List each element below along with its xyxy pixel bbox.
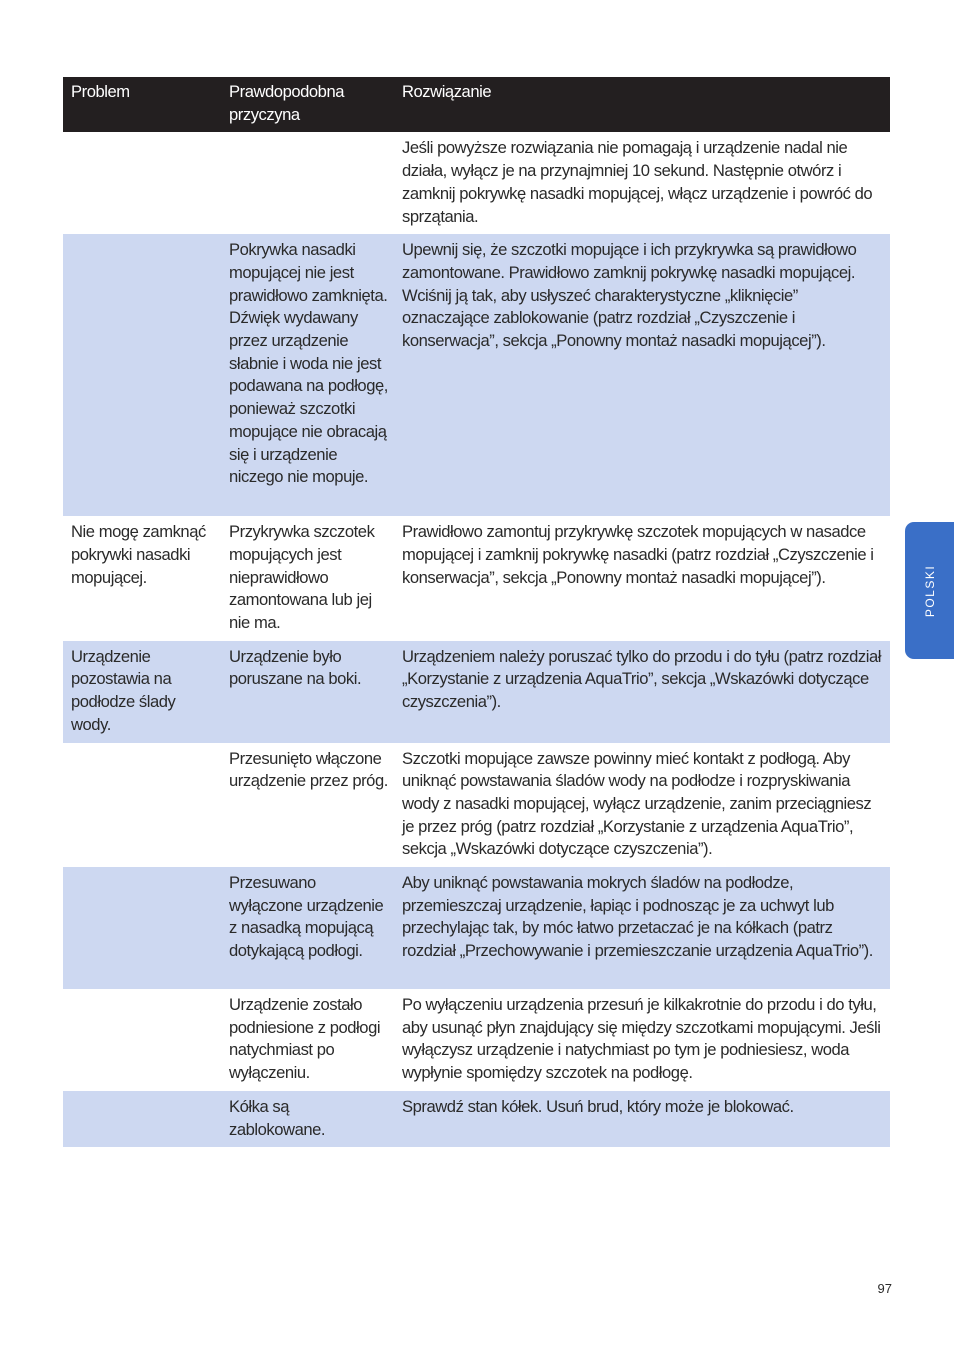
table-row	[63, 989, 890, 1091]
cell-solution: Jeśli powyższe rozwiązania nie pomagają i urządzenie nadal nie działa, wyłącz je na przynajmniej 10 sekund. Następnie otwórz i zamknij pokrywkę nasadki mopującej, włącz urządzenie i powróć do sprzątania.	[395, 132, 890, 234]
table-row	[63, 743, 890, 868]
cell-solution: Po wyłączeniu urządzenia przesuń je kilkakrotnie do przodu i do tyłu, aby usunąć płyn znajdujący się między szczotkami mopującymi. Jeśli wyłączysz urządzenie i natychmiast po tym je podniesiesz, woda wypłynie spomiędzy szczotek na podłogę.	[395, 989, 890, 1091]
page-number: 97	[877, 1281, 892, 1296]
cell-solution: Prawidłowo zamontuj przykrywkę szczotek mopujących w nasadce mopującej i zamknij pokrywkę nasadki (patrz rozdział „Czyszczenie i konserwacja”, sekcja „Ponowny montaż nasadki mopującej”).	[395, 516, 890, 641]
cell-cause	[221, 132, 395, 234]
cell-problem: Nie mogę zamknąć pokrywki nasadki mopującej.	[63, 516, 221, 641]
cell-problem	[63, 989, 221, 1091]
cell-problem	[63, 132, 221, 234]
table-row	[63, 132, 890, 234]
language-tab	[905, 522, 954, 659]
cell-problem	[63, 1091, 221, 1147]
table-row	[63, 516, 890, 641]
header-cause: Prawdopodobna przyczyna	[221, 77, 395, 132]
header-problem: Problem	[63, 77, 221, 132]
language-tab-label: POLSKI	[922, 564, 937, 617]
cell-problem	[63, 234, 221, 516]
cell-cause: Przykrywka szczotek mopujących jest nieprawidłowo zamontowana lub jej nie ma.	[221, 516, 395, 641]
cell-cause: Urządzenie było poruszane na boki.	[221, 641, 395, 743]
table-row	[63, 867, 890, 989]
cell-cause: Przesuwano wyłączone urządzenie z nasadką mopującą dotykającą podłogi.	[221, 867, 395, 989]
cell-solution: Upewnij się, że szczotki mopujące i ich przykrywka są prawidłowo zamontowane. Prawidłowo zamknij pokrywkę nasadki mopującej. Wciśnij ją tak, aby usłyszeć charakterystyczne „kliknięcie” oznaczające zablokowanie (patrz rozdział „Czyszczenie i konserwacja”, sekcja „Ponowny montaż nasadki mopującej”).	[395, 234, 890, 516]
cell-cause: Urządzenie zostało podniesione z podłogi natychmiast po wyłączeniu.	[221, 989, 395, 1091]
cell-cause: Pokrywka nasadki mopującej nie jest prawidłowo zamknięta. Dźwięk wydawany przez urządzenie słabnie i woda nie jest podawana na podłogę, ponieważ szczotki mopujące nie obracają się i urządzenie niczego nie mopuje.	[221, 234, 395, 516]
cell-cause: Przesunięto włączone urządzenie przez próg.	[221, 743, 395, 868]
troubleshooting-table	[63, 77, 890, 1147]
cell-problem	[63, 867, 221, 989]
cell-solution: Aby uniknąć powstawania mokrych śladów na podłodze, przemieszczaj urządzenie, łapiąc i podnosząc je za uchwyt lub przechylając tak, by móc łatwo przetaczać je na kółkach (patrz rozdział „Przechowywanie i przemieszczanie urządzenia AquaTrio”).	[395, 867, 890, 989]
table-header-row	[63, 77, 890, 132]
cell-solution: Szczotki mopujące zawsze powinny mieć kontakt z podłogą. Aby uniknąć powstawania śladów wody na podłodze i rozpryskiwania wody z nasadki mopującej, wyłącz urządzenie, zanim przeciągniesz je przez próg (patrz rozdział „Korzystanie z urządzenia AquaTrio”, sekcja „Wskazówki dotyczące czyszczenia”).	[395, 743, 890, 868]
table-row	[63, 234, 890, 516]
cell-problem: Urządzenie pozostawia na podłodze ślady wody.	[63, 641, 221, 743]
cell-solution: Urządzeniem należy poruszać tylko do przodu i do tyłu (patrz rozdział „Korzystanie z urządzenia AquaTrio”, sekcja „Wskazówki dotyczące czyszczenia”).	[395, 641, 890, 743]
cell-solution: Sprawdź stan kółek. Usuń brud, który może je blokować.	[395, 1091, 890, 1147]
table-row	[63, 1091, 890, 1147]
table-row	[63, 641, 890, 743]
cell-problem	[63, 743, 221, 868]
cell-cause: Kółka są zablokowane.	[221, 1091, 395, 1147]
header-solution: Rozwiązanie	[395, 77, 890, 132]
